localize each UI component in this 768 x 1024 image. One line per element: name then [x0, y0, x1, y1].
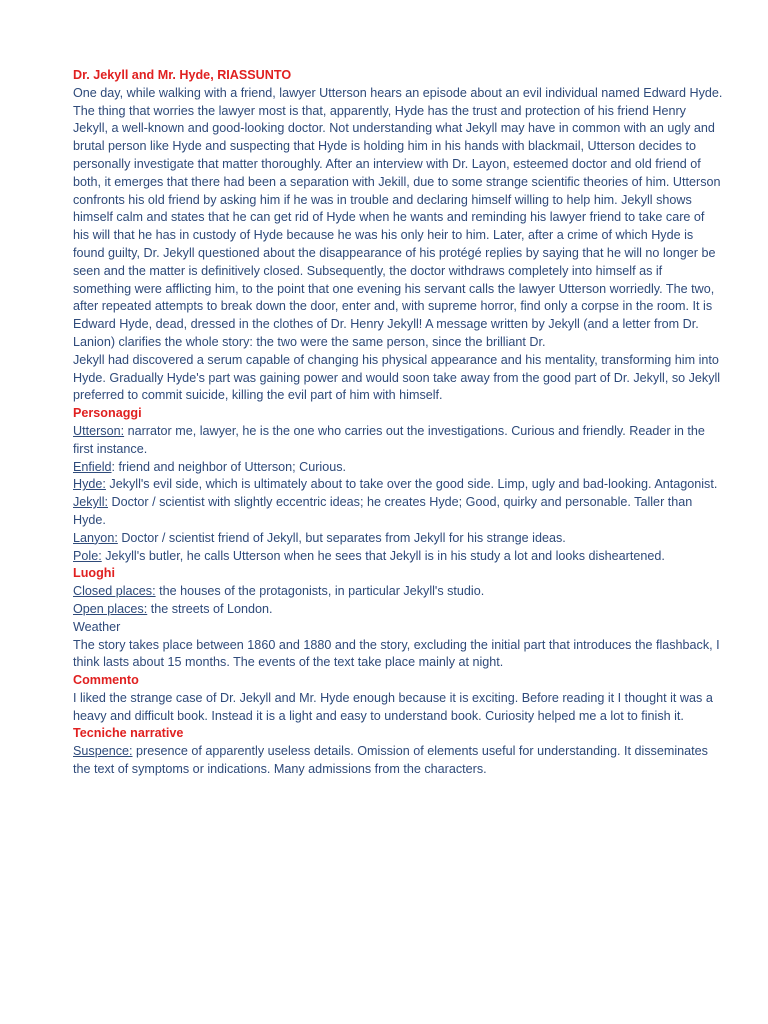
- character-description: Jekyll's butler, he calls Utterson when he sees that Jekyll is in his study a lot and looks disheartened.: [101, 548, 665, 563]
- place-entry-open: [73, 601, 723, 619]
- character-entry-hyde: [73, 476, 723, 494]
- character-name: Hyde:: [73, 477, 106, 492]
- time-paragraph: The story takes place between 1860 and 1880 and the story, excluding the initial part that introduces the flashback, I think lasts about 15 months. The events of the text take place mainly at night.: [73, 637, 720, 670]
- document-title: Dr. Jekyll and Mr. Hyde, RIASSUNTO: [73, 68, 292, 82]
- character-entry-utterson: [73, 423, 723, 459]
- character-entry-enfield: [73, 459, 723, 477]
- characters-heading: Personaggi: [73, 406, 142, 421]
- document-page: [73, 67, 723, 779]
- character-name: Enfield: [73, 459, 112, 474]
- technique-name: Suspence:: [73, 744, 133, 759]
- character-entry-jekyll: [73, 494, 723, 530]
- character-description: Doctor / scientist friend of Jekyll, but separates from Jekyll for his strange ideas.: [117, 530, 566, 545]
- character-description: Doctor / scientist with slightly eccentric ideas; he creates Hyde; Good, quirky and personable. Taller than Hyde.: [73, 495, 693, 527]
- character-name: Jekyll:: [73, 495, 108, 510]
- summary-paragraph-2: Jekyll had discovered a serum capable of changing his physical appearance and his mentality, transforming him into Hyde. Gradually Hyde's part was gaining power and would soon take away from the good part of Dr. Jekyll, so Jekyll preferred to commit suicide, killing the evil part of him with himself.: [73, 352, 721, 403]
- character-description: narrator me, lawyer, he is the one who carries out the investigations. Curious and friendly. Reader in the first instance.: [73, 423, 705, 456]
- comment-heading: Commento: [73, 673, 139, 688]
- technique-description: presence of apparently useless details. Omission of elements useful for understanding. It disseminates the text of symptoms or indications. Many admissions from the characters.: [73, 744, 708, 777]
- technique-entry-suspence: [73, 743, 723, 779]
- character-entry-pole: [73, 548, 723, 566]
- character-name: Pole:: [73, 548, 102, 563]
- weather-label: Weather: [73, 619, 121, 634]
- place-description: the houses of the protagonists, in particular Jekyll's studio.: [155, 584, 485, 599]
- place-type: Open places:: [73, 601, 148, 616]
- places-heading: Luoghi: [73, 566, 115, 581]
- character-description: Jekyll's evil side, which is ultimately about to take over the good side. Limp, ugly and bad-looking. Antagonist.: [105, 477, 718, 492]
- character-name: Lanyon:: [73, 530, 118, 545]
- summary-paragraph-1: One day, while walking with a friend, lawyer Utterson hears an episode about an evil individual named Edward Hyde. The thing that worries the lawyer most is that, apparently, Hyde has the trust and protection of his friend Henry Jekyll, a well-known and good-looking doctor. Not understanding what Jekyll may have in common with an ugly and brutal person like Hyde and suspecting that Hyde is holding him in his hands with blackmail, Utterson decides to personally investigate that matter thoroughly. After an interview with Dr. Layon, esteemed doctor and old friend of both, it emerges that there had been a separation with Jekill, due to some strange scientific theories of him. Utterson confronts his old friend by asking him if he was in trouble and declaring himself willing to help him. Jekyll shows himself calm and states that he can get rid of Hyde when he wants and reminding his lawyer friend to take care of his will that he has in custody of Hyde because he was his only heir to him. Later, after a crime of which Hyde is found guilty, Dr. Jekyll questioned about the disappearance of his protégé replies by saying that he will no longer be seen and the matter is definitively closed. Subsequently, the doctor withdraws completely into himself as if something were afflicting him, to the point that one evening his servant calls the lawyer Utterson worriedly. The two, after repeated attempts to break down the door, enter and, with supreme horror, find only a corpse in the room. It is Edward Hyde, dead, dressed in the clothes of Dr. Henry Jekyll! A message written by Jekyll (and a letter from Dr. Lanion) clarifies the whole story: the two were the same person, since the brilliant Dr.: [73, 85, 723, 349]
- place-type: Closed places:: [73, 584, 156, 599]
- character-description: : friend and neighbor of Utterson; Curious.: [111, 459, 347, 474]
- place-description: the streets of London.: [147, 601, 273, 616]
- character-entry-lanyon: [73, 530, 723, 548]
- character-name: Utterson:: [73, 423, 125, 438]
- place-entry-closed: [73, 583, 723, 601]
- techniques-heading: Tecniche narrative: [73, 726, 184, 741]
- comment-paragraph: I liked the strange case of Dr. Jekyll and Mr. Hyde enough because it is exciting. Before reading it I thought it was a heavy and difficult book. Instead it is a light and easy to understand book. Curiosity helped me a lot to finish it.: [73, 690, 713, 723]
